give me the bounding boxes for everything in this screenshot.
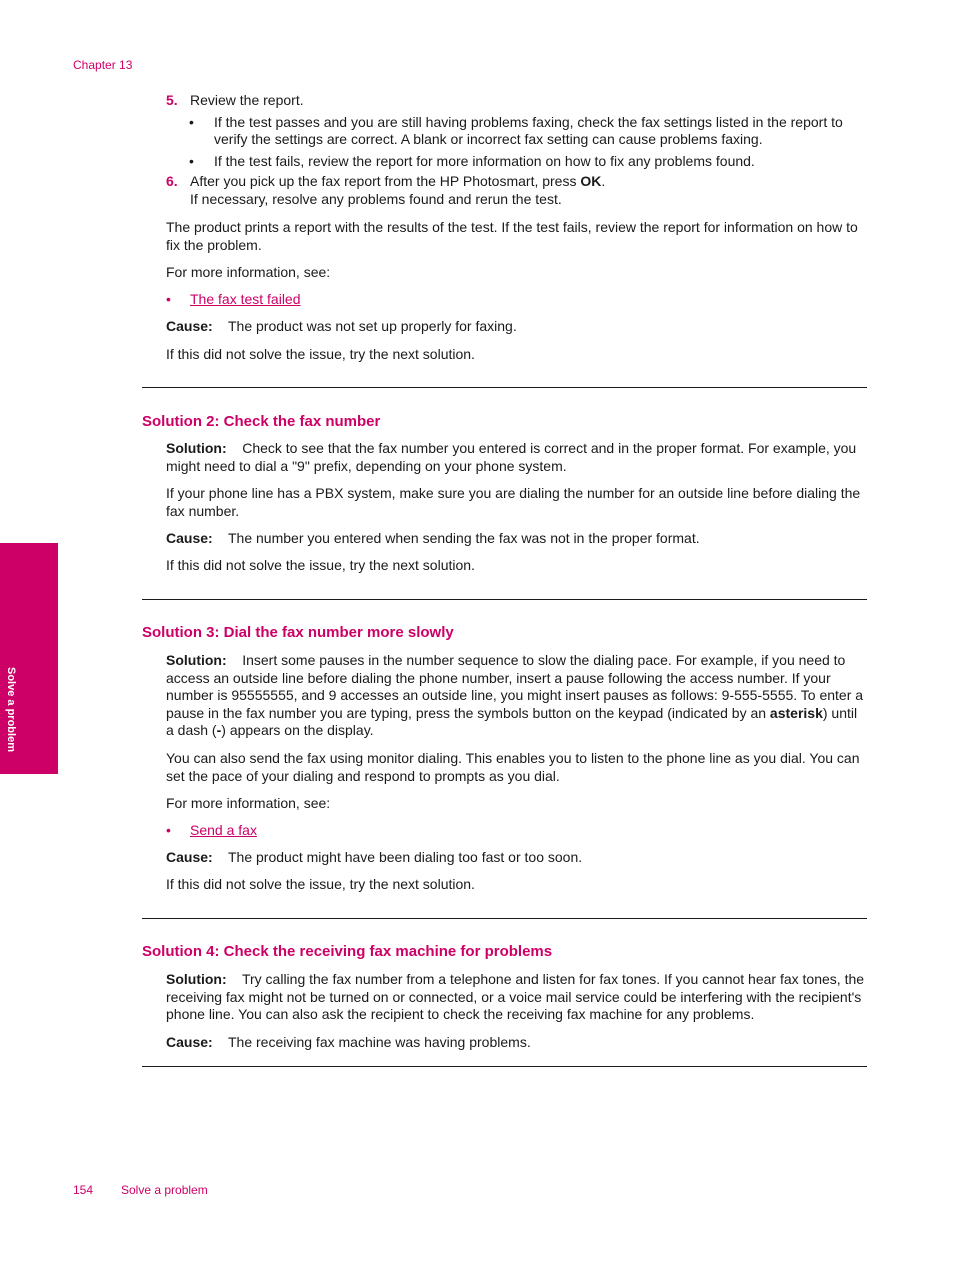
solution-3-heading: Solution 3: Dial the fax number more slowly bbox=[142, 624, 454, 641]
solution-text: Solution: Try calling the fax number from a telephone and listen for fax tones. If you cannot hear fax tones, the receiving fax might not be turned on or connected, or a voice mail service could be interfering with the recipient's phone line. You can also ask the recipient to check the receiving fax machine for any problems. bbox=[166, 971, 865, 1022]
next-solution-text: If this did not solve the issue, try the next solution. bbox=[166, 876, 475, 892]
more-info-label: For more information, see: bbox=[166, 264, 331, 280]
bullet-icon: • bbox=[166, 291, 171, 307]
more-info-label: For more information, see: bbox=[166, 795, 331, 811]
ok-label: OK bbox=[580, 173, 602, 189]
cause-text: Cause: The receiving fax machine was having problems. bbox=[166, 1034, 531, 1050]
side-tab: Solve a problem bbox=[0, 543, 58, 774]
solution-text: Solution: Check to see that the fax number you entered is correct and in the proper format. For example, you might need to dial a "9" prefix, depending on your phone system. bbox=[166, 440, 857, 474]
page-number: 154 bbox=[73, 1183, 94, 1197]
list-item bbox=[166, 291, 868, 309]
pbx-text: If your phone line has a PBX system, make sure you are dialing the number for an outside line before dialing the fax number. bbox=[166, 485, 861, 519]
dash-label: - bbox=[216, 722, 222, 738]
step-text-line2: If necessary, resolve any problems found and rerun the test. bbox=[190, 190, 562, 207]
cause-text: Cause: The product was not set up properly for faxing. bbox=[166, 318, 517, 334]
step-number: 6. bbox=[166, 173, 178, 189]
step-bullet-text: If the test fails, review the report for more information on how to fix any problems found. bbox=[214, 152, 755, 169]
footer-section: Solve a problem bbox=[121, 1183, 208, 1197]
solution-text: Solution: Insert some pauses in the number sequence to slow the dialing pace. For example, if you need to access an outside line before dialing the phone number, insert a pause following the access number. If your number is 95555555, and 9 accesses an outside line, you might insert pauses as follows: 9-555-5555. To enter a pause in the fax number you are typing, press the symbols button on the keypad (indicated by an asterisk) until a dash (-) appears on the display. bbox=[166, 652, 864, 738]
chapter-label: Chapter 13 bbox=[73, 58, 133, 72]
next-solution-text: If this did not solve the issue, try the next solution. bbox=[166, 557, 475, 573]
list-item bbox=[166, 114, 868, 149]
result-text: The product prints a report with the results of the test. If the test fails, review the report for information on how to fix the problem. bbox=[166, 219, 858, 253]
cause-text: Cause: The number you entered when sending the fax was not in the proper format. bbox=[166, 530, 700, 546]
list-item bbox=[166, 822, 868, 840]
divider bbox=[142, 599, 867, 600]
solution-2-heading: Solution 2: Check the fax number bbox=[142, 413, 381, 430]
solution-4-heading: Solution 4: Check the receiving fax machine for problems bbox=[142, 943, 553, 960]
cause-text: Cause: The product might have been dialing too fast or too soon. bbox=[166, 849, 583, 865]
bullet-icon: • bbox=[166, 822, 171, 838]
next-solution-text: If this did not solve the issue, try the next solution. bbox=[166, 346, 475, 362]
step-5 bbox=[166, 92, 868, 170]
asterisk-label: asterisk bbox=[769, 704, 823, 721]
bullet-icon: • bbox=[189, 113, 194, 130]
fax-test-failed-link[interactable]: The fax test failed bbox=[190, 291, 301, 307]
step-6 bbox=[166, 173, 868, 208]
divider bbox=[142, 1066, 867, 1067]
divider bbox=[142, 918, 867, 919]
list-item bbox=[166, 153, 868, 171]
step-number: 5. bbox=[166, 92, 178, 108]
send-a-fax-link[interactable]: Send a fax bbox=[190, 822, 257, 838]
step-bullet-text: If the test passes and you are still having problems faxing, check the fax settings listed in the report to verify the settings are correct. A blank or incorrect fax setting can cause problems faxing. bbox=[214, 113, 843, 147]
divider bbox=[142, 387, 867, 388]
monitor-dialing-text: You can also send the fax using monitor dialing. This enables you to listen to the phone line as you dial. You can set the pace of your dialing and respond to prompts as you dial. bbox=[166, 750, 860, 784]
step-text: Review the report. bbox=[190, 92, 304, 108]
bullet-icon: • bbox=[189, 152, 194, 169]
step-text: After you pick up the fax report from the HP Photosmart, press OK. bbox=[190, 173, 606, 189]
